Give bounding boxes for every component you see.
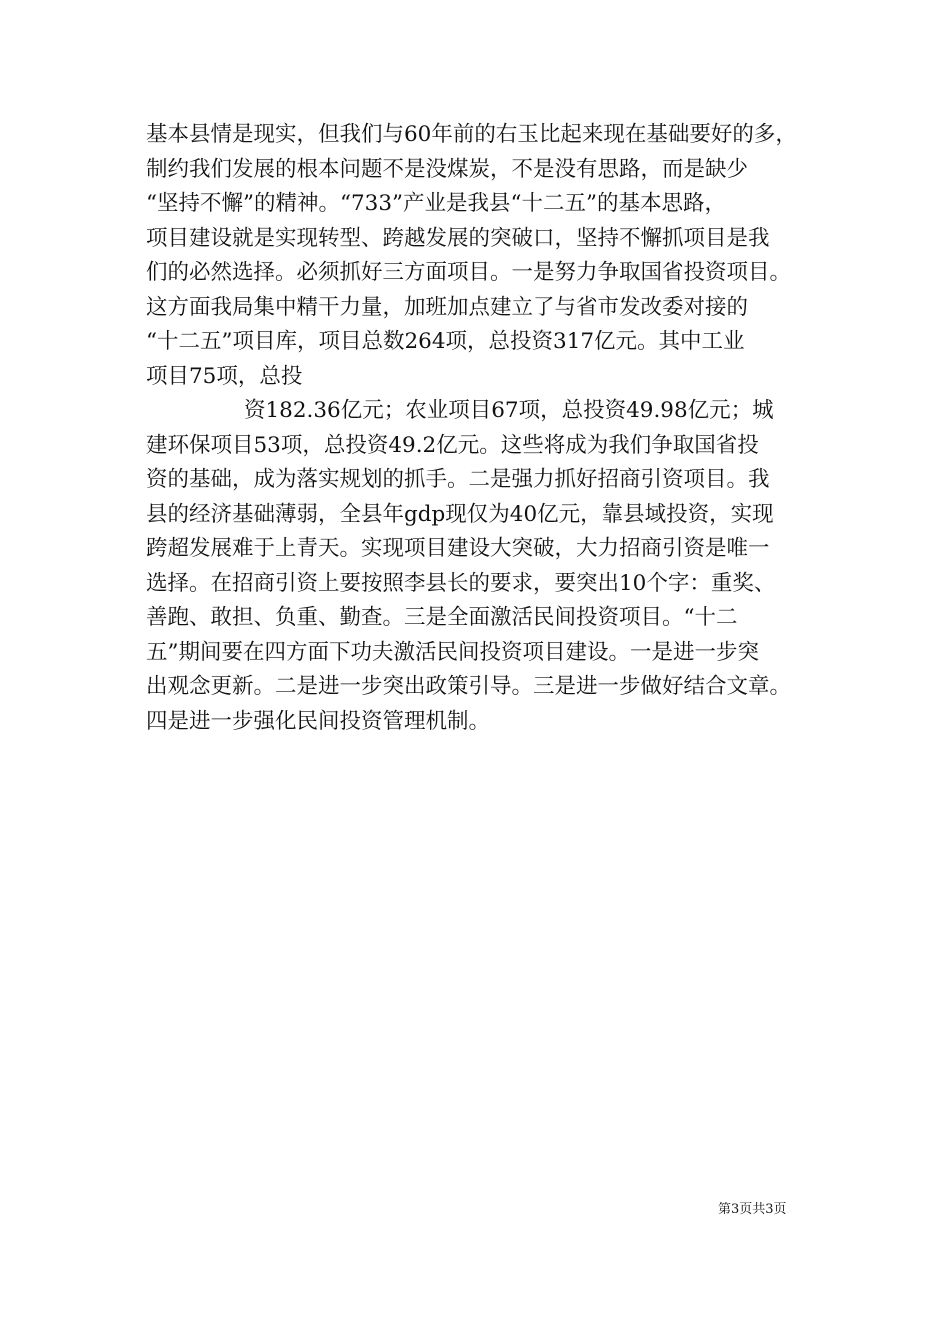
text-line: 基本县情是现实，但我们与60年前的右玉比起来现在基础要好的多， — [146, 122, 797, 147]
text-line: 资182.36亿元；农业项目67项，总投资49.98亿元；城 — [244, 398, 774, 423]
page-number-footer: 第3页共3页 — [718, 1202, 787, 1217]
text-line: 五”期间要在四方面下功夫激活民间投资项目建设。一是进一步突 — [146, 639, 759, 665]
text-line: 这方面我局集中精干力量，加班加点建立了与省市发改委对接的 — [146, 294, 749, 320]
text-line: 建环保项目53项，总投资49.2亿元。这些将成为我们争取国省投 — [146, 432, 759, 458]
text-line: 选择。在招商引资上要按照李县长的要求，要突出10个字：重奖、 — [146, 570, 776, 596]
text-line: 县的经济基础薄弱，全县年gdp现仅为40亿元，靠县域投资，实现 — [146, 501, 774, 527]
text-line: 善跑、敢担、负重、勤查。三是全面激活民间投资项目。“十二 — [146, 605, 738, 630]
text-line: 们的必然选择。必须抓好三方面项目。一是努力争取国省投资项目。 — [146, 260, 792, 285]
body-text — [146, 118, 836, 739]
text-line: 制约我们发展的根本问题不是没煤炭，不是没有思路，而是缺少 — [146, 156, 749, 182]
text-line: 资的基础，成为落实规划的抓手。二是强力抓好招商引资项目。我 — [146, 467, 770, 492]
text-line: “十二五”项目库，项目总数264项，总投资317亿元。其中工业 — [146, 329, 745, 354]
text-line: “坚持不懈”的精神。“733”产业是我县“十二五”的基本思路， — [146, 191, 726, 216]
text-line: 出观念更新。二是进一步突出政策引导。三是进一步做好结合文章。 — [146, 674, 792, 699]
text-line: 跨超发展难于上青天。实现项目建设大突破，大力招商引资是唯一 — [146, 536, 770, 561]
text-line: 四是进一步强化民间投资管理机制。 — [146, 708, 491, 734]
text-line: 项目75项，总投 — [146, 363, 303, 389]
text-line: 项目建设就是实现转型、跨越发展的突破口，坚持不懈抓项目是我 — [146, 225, 770, 251]
